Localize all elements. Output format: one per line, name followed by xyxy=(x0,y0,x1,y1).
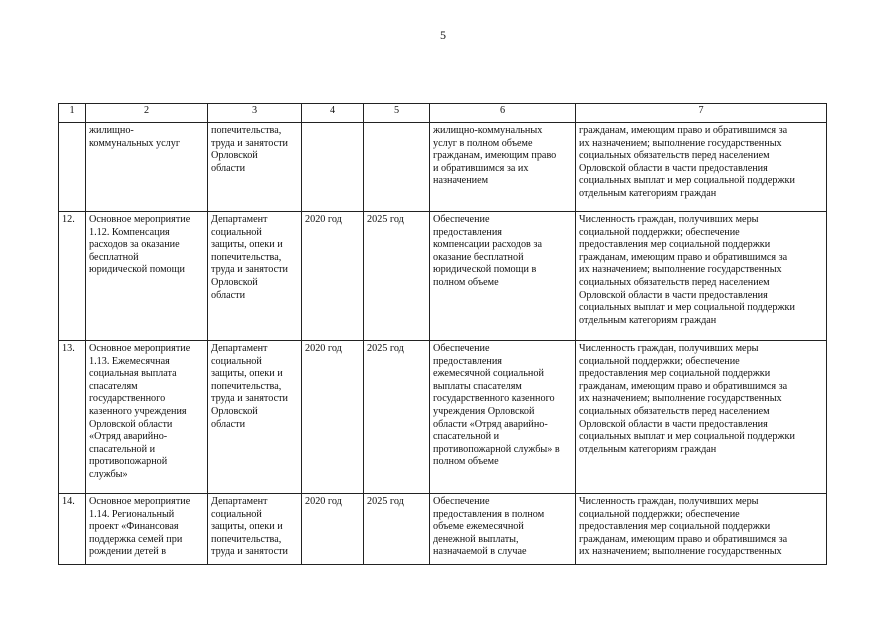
cell-num: 12. xyxy=(59,212,86,341)
cell-executor: Департамент социальной защиты, опеки и попечительства, труда и занятости Орловской области xyxy=(208,212,302,341)
cell-event: Основное мероприятие 1.14. Региональный проект «Финансовая поддержка семей при рождении детей в xyxy=(86,494,208,565)
header-col-6: 6 xyxy=(430,104,576,123)
cell-end: 2025 год xyxy=(364,341,430,494)
cell-result: жилищно-коммунальных услуг в полном объеме гражданам, имеющим право и обратившимся за их назначением xyxy=(430,123,576,212)
cell-end: 2025 год xyxy=(364,212,430,341)
table-row xyxy=(59,341,827,494)
cell-indicator: Численность граждан, получивших меры социальной поддержки; обеспечение предоставления мер социальной поддержки гражданам, имеющим право и обратившимся за их назначением; выполнение государственных xyxy=(576,494,827,565)
cell-indicator: Численность граждан, получивших меры социальной поддержки; обеспечение предоставления мер социальной поддержки гражданам, имеющим право и обратившимся за их назначением; выполнение государственных социальных обязательств перед населением Орловской области в части предоставления социальных выплат и мер социальной поддержки отдельным категориям граждан xyxy=(576,341,827,494)
cell-executor: Департамент социальной защиты, опеки и попечительства, труда и занятости Орловской области xyxy=(208,341,302,494)
cell-end: 2025 год xyxy=(364,494,430,565)
cell-indicator: Численность граждан, получивших меры социальной поддержки; обеспечение предоставления мер социальной поддержки гражданам, имеющим право и обратившимся за их назначением; выполнение государственных социальных обязательств перед населением Орловской области в части предоставления социальных выплат и мер социальной поддержки отдельным категориям граждан xyxy=(576,212,827,341)
header-col-4: 4 xyxy=(302,104,364,123)
cell-result: Обеспечение предоставления ежемесячной социальной выплаты спасателям государственного казенного учреждения Орловской области «Отряд аварийно- спасательной и противопожарной службы» в полном объеме xyxy=(430,341,576,494)
cell-executor: Департамент социальной защиты, опеки и попечительства, труда и занятости xyxy=(208,494,302,565)
cell-num xyxy=(59,123,86,212)
cell-num: 13. xyxy=(59,341,86,494)
cell-num: 14. xyxy=(59,494,86,565)
cell-result: Обеспечение предоставления компенсации расходов за оказание бесплатной юридической помощи в полном объеме xyxy=(430,212,576,341)
header-col-7: 7 xyxy=(576,104,827,123)
header-col-1: 1 xyxy=(59,104,86,123)
cell-start xyxy=(302,123,364,212)
table-row xyxy=(59,212,827,341)
header-col-5: 5 xyxy=(364,104,430,123)
table-row xyxy=(59,494,827,565)
header-row xyxy=(59,104,827,123)
header-col-3: 3 xyxy=(208,104,302,123)
cell-start: 2020 год xyxy=(302,212,364,341)
cell-event: жилищно- коммунальных услуг xyxy=(86,123,208,212)
cell-indicator: гражданам, имеющим право и обратившимся за их назначением; выполнение государственных социальных обязательств перед населением Орловской области в части предоставления социальных выплат и мер социальной поддержки отдельным категориям граждан xyxy=(576,123,827,212)
cell-event: Основное мероприятие 1.13. Ежемесячная социальная выплата спасателям государственного казенного учреждения Орловской области «Отряд аварийно- спасательной и противопожарной службы» xyxy=(86,341,208,494)
cell-start: 2020 год xyxy=(302,341,364,494)
table-row xyxy=(59,123,827,212)
cell-start: 2020 год xyxy=(302,494,364,565)
cell-result: Обеспечение предоставления в полном объеме ежемесячной денежной выплаты, назначаемой в случае xyxy=(430,494,576,565)
page-number: 5 xyxy=(440,28,446,42)
measures-table xyxy=(58,103,827,565)
header-col-2: 2 xyxy=(86,104,208,123)
cell-event: Основное мероприятие 1.12. Компенсация расходов за оказание бесплатной юридической помощи xyxy=(86,212,208,341)
cell-end xyxy=(364,123,430,212)
cell-executor: попечительства, труда и занятости Орловской области xyxy=(208,123,302,212)
